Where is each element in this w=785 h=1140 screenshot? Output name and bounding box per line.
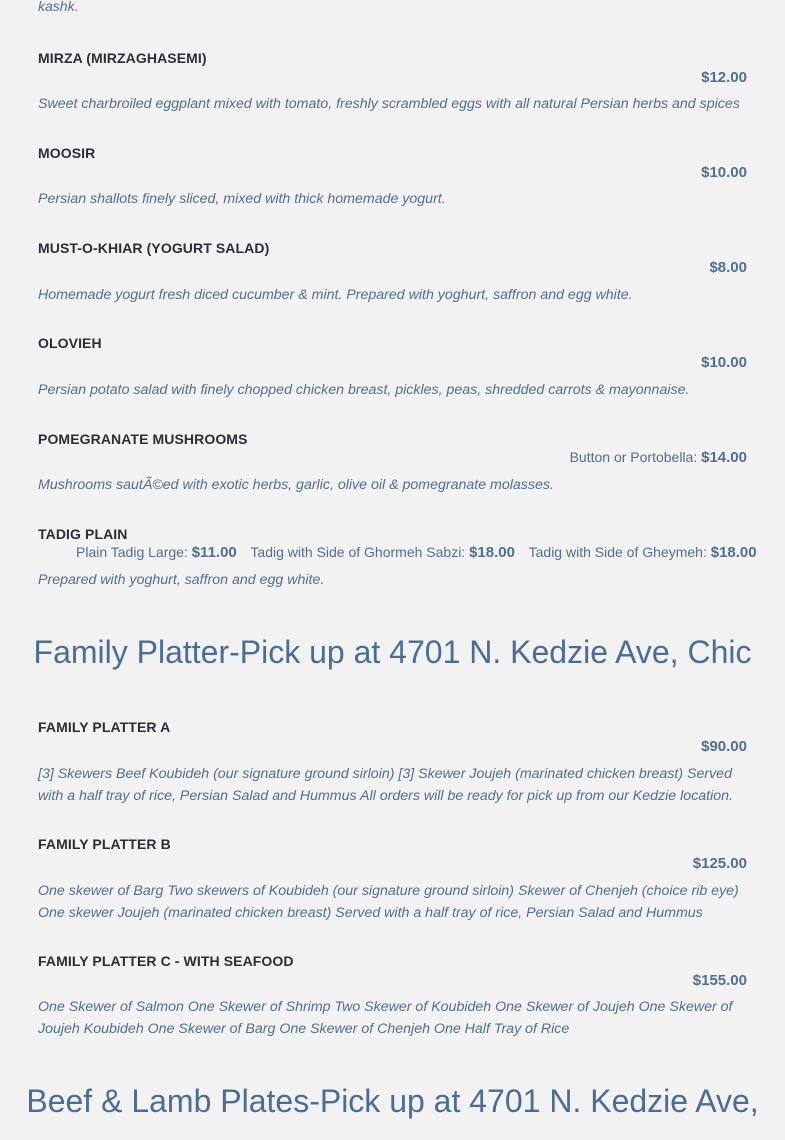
menu-item	[38, 719, 747, 804]
menu-item	[38, 145, 747, 207]
item-description: One skewer Joujeh (marinated chicken breast) Served with a half tray of rice, Persian Salad and Hummus	[38, 905, 703, 921]
menu-item	[38, 836, 747, 921]
item-description: One skewer of Barg Two skewers of Koubideh (our signature ground sirloin) Skewer of Chenjeh (choice rib eye)	[38, 883, 739, 899]
price-option	[529, 544, 757, 560]
item-price	[570, 449, 747, 466]
price-option	[76, 544, 237, 560]
item-description: Joujeh Koubideh One Skewer of Barg One Skewer of Chenjeh One Half Tray of Rice	[38, 1021, 570, 1037]
item-description: Sweet charbroiled eggplant mixed with tomato, freshly scrambled eggs with all natural Persian herbs and spices	[38, 96, 740, 112]
section-title: Beef & Lamb Plates-Pick up at 4701 N. Kedzie Ave,	[26, 1083, 759, 1119]
item-name: TADIG PLAIN	[38, 526, 128, 542]
item-description: [3] Skewers Beef Koubideh (our signature ground sirloin) [3] Skewer Joujeh (marinated chicken breast) Served	[38, 766, 732, 782]
item-description: with a half tray of rice, Persian Salad and Hummus All orders will be ready for pick up from our Kedzie location.	[38, 788, 733, 804]
item-name: MIRZA (MIRZAGHASEMI)	[38, 50, 207, 66]
item-price: $8.00	[709, 259, 747, 276]
item-price: $155.00	[692, 972, 747, 989]
price-value: $11.00	[191, 544, 237, 561]
price-option-label: Button or Portobella:	[569, 449, 702, 465]
item-name: FAMILY PLATTER A	[38, 719, 171, 735]
item-description: Mushrooms sautÃ©ed with exotic herbs, garlic, olive oil & pomegranate molasses.	[38, 477, 554, 493]
menu-item	[38, 240, 747, 303]
price-value: $18.00	[710, 544, 757, 561]
item-description: Persian shallots finely sliced, mixed with thick homemade yogurt.	[38, 191, 446, 207]
item-price: $90.00	[701, 738, 747, 755]
item-name: MUST-O-KHIAR (YOGURT SALAD)	[38, 240, 270, 256]
price-value: $18.00	[469, 544, 515, 561]
price-option-label: Plain Tadig Large:	[76, 544, 192, 560]
section-title: Family Platter-Pick up at 4701 N. Kedzie Ave, Chic	[33, 634, 752, 670]
price-option-label: Tadig with Side of Ghormeh Sabzi:	[250, 544, 470, 560]
item-name: FAMILY PLATTER B	[38, 836, 171, 852]
menu-item	[38, 50, 747, 112]
item-name: MOOSIR	[38, 145, 96, 161]
price-option	[250, 544, 515, 560]
menu-item	[38, 526, 757, 588]
price-value: $14.00	[701, 449, 747, 466]
item-description: Prepared with yoghurt, saffron and egg white.	[38, 572, 325, 588]
item-price: $10.00	[701, 354, 747, 371]
item-name: POMEGRANATE MUSHROOMS	[38, 431, 248, 447]
menu-item	[38, 431, 747, 493]
item-name: OLOVIEH	[38, 335, 102, 351]
menu-item	[38, 335, 747, 398]
price-options	[76, 544, 767, 561]
item-description: Persian potato salad with finely chopped chicken breast, pickles, peas, shredded carrots & mayonnaise.	[38, 382, 690, 398]
item-price: $12.00	[701, 69, 747, 86]
item-description: kashk.	[38, 0, 79, 14]
item-price: $125.00	[692, 855, 747, 872]
item-description: One Skewer of Salmon One Skewer of Shrimp Two Skewer of Koubideh One Skewer of Joujeh One Skewer of	[38, 999, 733, 1015]
item-description: Homemade yogurt fresh diced cucumber & mint. Prepared with yoghurt, saffron and egg white.	[38, 287, 633, 303]
item-price: $10.00	[701, 164, 747, 181]
price-option-label: Tadig with Side of Gheymeh:	[528, 544, 711, 560]
item-name: FAMILY PLATTER C - WITH SEAFOOD	[38, 953, 294, 969]
menu-item	[38, 953, 747, 1037]
